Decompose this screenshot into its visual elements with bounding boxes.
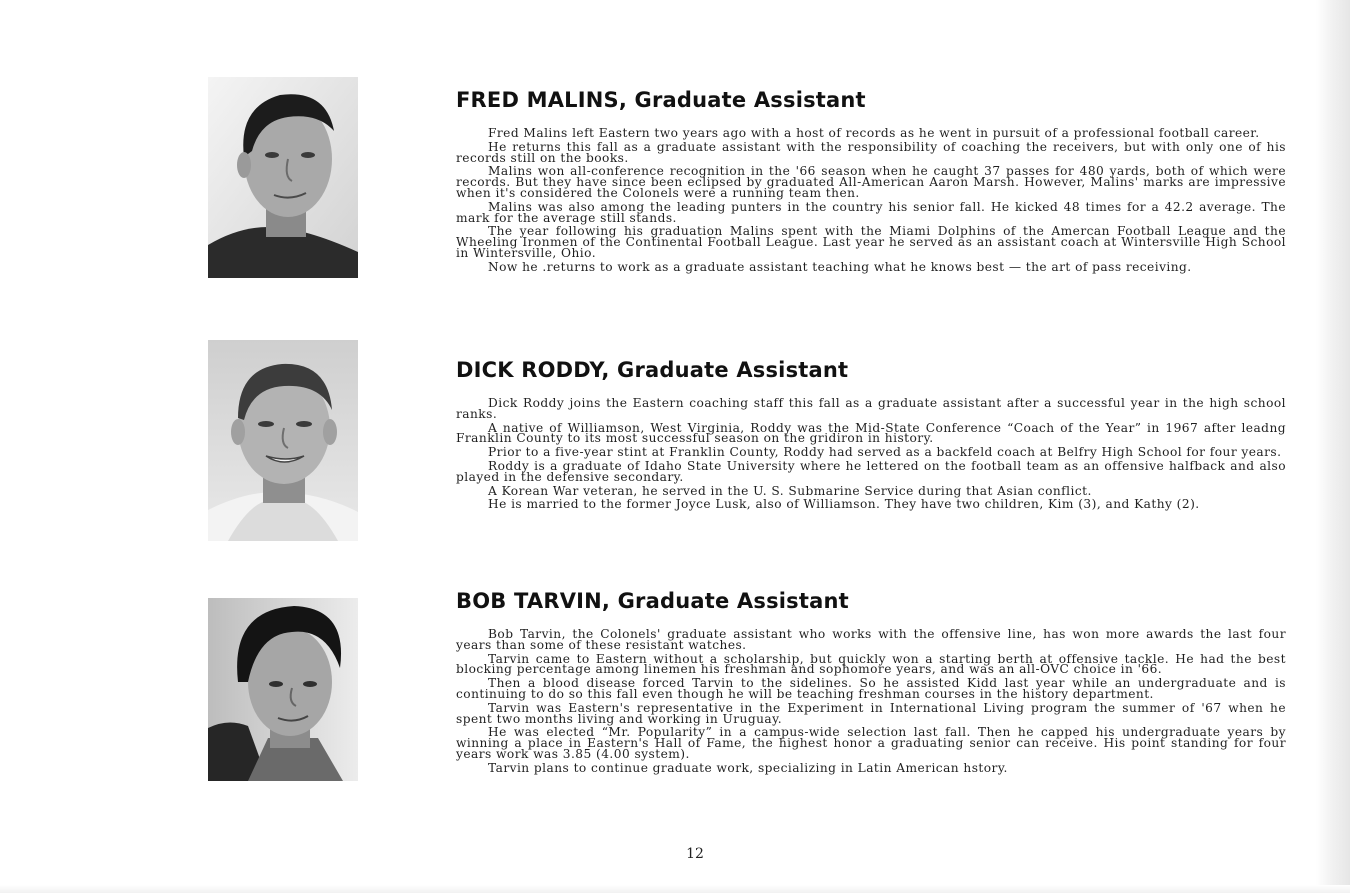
heading-bob-tarvin: BOB TARVIN, Graduate Assistant (456, 589, 849, 613)
paragraph: Now he .returns to work as a graduate assistant teaching what he knows best — the art of pass receiving. (488, 259, 1192, 274)
paragraph: He returns this fall as a graduate assistant with the responsibility of coaching the receivers, but with only one of his records still on the books. (456, 139, 1286, 165)
paragraph: Then a blood disease forced Tarvin to the sidelines. So he assisted Kidd last year while an undergraduate and is continuing to do so this fall even though he will be teaching freshman courses in the history department. (456, 676, 1286, 701)
paragraph: The year following his graduation Malins spent with the Miami Dolphins of the Amercan Football League and the Wheeling Ironmen of the Continental Football League. Last year he served as an assistant coach at Wintersville High School in Wintersville, Ohio. (456, 224, 1286, 260)
heading-dick-roddy: DICK RODDY, Graduate Assistant (456, 358, 849, 382)
paragraph: Prior to a five-year stint at Franklin County, Roddy had served as a backfeld coach at Belfry High School for four years. (488, 445, 1282, 460)
page-edge-shadow (1316, 0, 1350, 893)
page-bottom-edge (0, 885, 1350, 893)
portrait-dick-roddy (208, 340, 358, 541)
page-number: 12 (686, 846, 704, 862)
paragraph: Tarvin plans to continue graduate work, specializing in Latin American hstory. (488, 760, 1008, 775)
entry-fred-malins (456, 88, 1286, 276)
paragraph: He is married to the former Joyce Lusk, also of Williamson. They have two children, Kim (3), and Kathy (2). (488, 497, 1200, 512)
paragraph: He was elected “Mr. Popularity” in a campus-wide selection last fall. Then he capped his undergraduate years by winning a place in Eastern's Hall of Fame, the highest honor a graduating senior can receive. His point standing for four years work was 3.85 (4.00 system). (456, 725, 1286, 761)
entry-dick-roddy (456, 358, 1286, 513)
portrait-bob-tarvin (208, 598, 358, 781)
paragraph: Tarvin came to Eastern without a scholarship, but quickly won a starting berth at offensive tackle. He had the best blocking percentage among linemen his freshman and sophomore years, and was an all-OVC choice in '66. (456, 651, 1286, 677)
paragraph: Malins was also among the leading punters in the country his senior fall. He kicked 48 times for a 42.2 average. The mark for the average still stands. (456, 199, 1286, 225)
paragraph: Roddy is a graduate of Idaho State University where he lettered on the football team as an offensive halfback and also played in the defensive secondary. (456, 458, 1286, 484)
paragraph: Fred Malins left Eastern two years ago with a host of records as he went in pursuit of a professional football career. (488, 126, 1260, 140)
paragraph: Tarvin was Eastern's representative in the Experiment in International Living program the summer of '67 when he spent two months living and working in Uruguay. (456, 700, 1286, 726)
heading-fred-malins: FRED MALINS, Graduate Assistant (456, 88, 866, 112)
entry-bob-tarvin (456, 589, 1286, 777)
paragraph: Malins won all-conference recognition in the '66 season when he caught 37 passes for 480 yards, both of which were records. But they have since been eclipsed by graduated All-American Aaron Marsh. However, Malins' marks are impressive when it's considered the Colonels were a running team then. (456, 164, 1286, 200)
portrait-fred-malins (208, 77, 358, 278)
paragraph: A Korean War veteran, he served in the U. S. Submarine Service during that Asian conflict. (488, 483, 1092, 498)
paragraph: A native of Williamson, West Virginia, Roddy was the Mid-State Conference “Coach of the Year” in 1967 after leadng Franklin County to its most successful season on the gridiron in history. (456, 420, 1286, 446)
paragraph: Dick Roddy joins the Eastern coaching staff this fall as a graduate assistant after a successful year in the high school ranks. (456, 396, 1286, 421)
paragraph: Bob Tarvin, the Colonels' graduate assistant who works with the offensive line, has won more awards the last four years than some of these resistant watches. (456, 627, 1286, 652)
